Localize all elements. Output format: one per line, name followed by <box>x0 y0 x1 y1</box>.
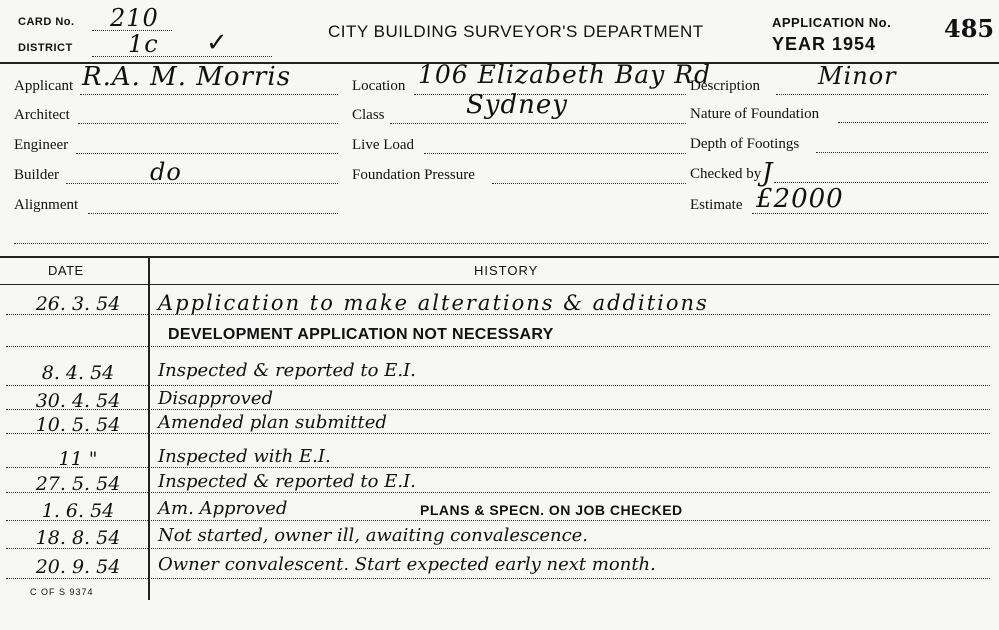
history-entry: Amended plan submitted <box>158 412 387 433</box>
history-date: 18. 8. 54 <box>35 527 121 549</box>
history-header: HISTORY <box>474 263 539 278</box>
history-entry: Not started, owner ill, awaiting convalescence. <box>158 525 589 546</box>
description-label: Description <box>690 78 760 94</box>
history-entry: Owner convalescent. Start expected early next month. <box>158 554 656 575</box>
history-row-line <box>6 492 990 493</box>
applicant-value: R.A. M. Morris <box>82 62 292 92</box>
department-title: CITY BUILDING SURVEYOR'S DEPARTMENT <box>328 22 704 41</box>
district-value: 1c <box>128 30 159 58</box>
location-value: 106 Elizabeth Bay Rd <box>418 60 712 89</box>
estimate-value: £2000 <box>756 184 844 214</box>
foundation-pressure-label: Foundation Pressure <box>352 167 475 183</box>
history-date: 27. 5. 54 <box>35 473 121 495</box>
date-header: DATE <box>48 263 84 278</box>
card-no-label: CARD No. <box>18 16 75 28</box>
history-row-line <box>6 467 990 468</box>
history-row-line <box>6 346 990 347</box>
history-row-line <box>6 578 990 579</box>
depth-of-footings-label: Depth of Footings <box>690 136 800 152</box>
history-date: 30. 4. 54 <box>35 390 121 412</box>
builder-value: do <box>150 158 182 186</box>
history-date: 20. 9. 54 <box>35 556 121 578</box>
history-row-line <box>6 433 990 434</box>
history-date: 10. 5. 54 <box>35 414 121 436</box>
history-row-line <box>6 409 990 410</box>
nature-of-foundation-label: Nature of Foundation <box>690 106 820 122</box>
description-value: Minor <box>818 62 897 90</box>
applicant-label: Applicant <box>14 78 74 94</box>
history-stamp: DEVELOPMENT APPLICATION NOT NECESSARY <box>168 326 554 343</box>
history-entry: Inspected & reported to E.I. <box>158 471 416 492</box>
history-date: 26. 3. 54 <box>35 293 121 315</box>
history-stamp: PLANS & SPECN. ON JOB CHECKED <box>420 502 683 518</box>
card-no-value: 210 <box>110 4 159 32</box>
history-entry: Inspected with E.I. <box>158 446 331 467</box>
history-date: 11 " <box>58 448 98 470</box>
district-label: DISTRICT <box>18 42 73 54</box>
estimate-label: Estimate <box>690 197 743 213</box>
district-tick: ✓ <box>206 28 229 58</box>
history-date: 8. 4. 54 <box>41 362 115 384</box>
year-label: YEAR 1954 <box>772 34 877 54</box>
history-row-line <box>6 548 990 549</box>
history-date: 1. 6. 54 <box>41 500 115 522</box>
checked-by-label: Checked by <box>690 166 762 182</box>
history-entry: Inspected & reported to E.I. <box>158 360 416 381</box>
application-no-label: APPLICATION No. <box>772 15 892 30</box>
history-entry: Am. Approved <box>158 498 288 519</box>
engineer-label: Engineer <box>14 137 69 153</box>
alignment-label: Alignment <box>14 197 79 213</box>
architect-label: Architect <box>14 107 70 123</box>
location-value-2: Sydney <box>466 90 568 120</box>
class-label: Class <box>352 107 385 123</box>
history-row-line <box>6 385 990 386</box>
application-no-value: 485 <box>944 14 995 43</box>
history-entry: Application to make alterations & additions <box>158 291 709 315</box>
history-row-line <box>6 520 990 521</box>
checked-by-value: J <box>762 158 774 188</box>
live-load-label: Live Load <box>352 137 415 153</box>
builder-label: Builder <box>14 167 59 183</box>
history-entry: Disapproved <box>158 388 273 409</box>
location-label: Location <box>352 78 406 94</box>
form-code: C OF S 9374 <box>30 587 94 597</box>
